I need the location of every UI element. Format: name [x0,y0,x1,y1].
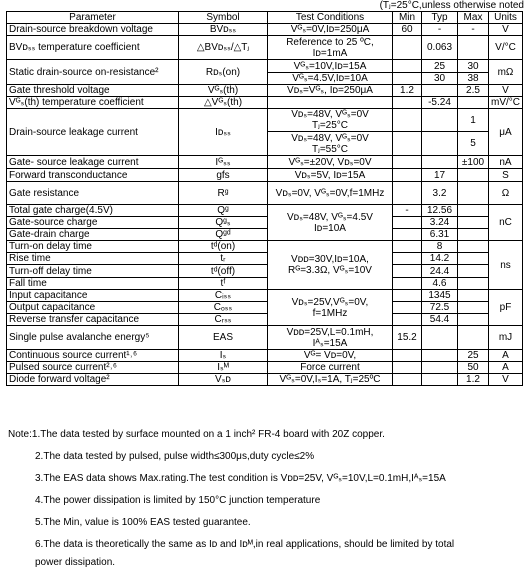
header-test-conditions: Test Conditions [268,12,393,24]
symbol-cell: Rᵍ [179,182,268,205]
note-2: 2.The data tested by pulsed, pulse width≤300μs,duty cycle≤2% [35,451,315,462]
notes-section [8,424,520,570]
min-cell [393,241,422,253]
table-row [7,326,523,350]
parameter-cell: Pulsed source current²˒⁶ [7,362,179,374]
condition-cell [268,290,393,326]
symbol-cell: Iᴅₛₛ [179,109,268,156]
symbol-cell: Iₛ [179,350,268,362]
unit-cell: S [489,169,523,182]
typ-cell: 30 [422,73,458,85]
condition-line: Vᴅₛ=48V, Vᴳₛ=4.5V [287,211,373,223]
table-row [7,36,523,60]
symbol-cell: Qᵍₛ [179,217,268,229]
test-conditions-note: (Tⱼ=25°C,unless otherwise noted [379,0,524,11]
header-parameter: Parameter [7,12,179,24]
header-min: Min [393,12,422,24]
condition-cell: Vᴅₛ=Vᴳₛ, Iᴅ=250μA [268,85,393,97]
condition-line: Rᴳ=3.3Ω, Vᴳₛ=10V [288,265,372,276]
table-row [7,350,523,362]
min-cell [393,109,422,132]
typ-cell: 17 [422,169,458,182]
max-cell [458,217,489,229]
symbol-cell: Vₛᴅ [179,374,268,386]
min-cell: - [393,205,422,217]
typ-cell [422,326,458,350]
parameter-cell: Drain-source leakage current [7,109,179,156]
condition-cell [268,205,393,241]
typ-cell: 12.56 [422,205,458,217]
parameter-cell: Gate-source charge [7,217,179,229]
symbol-cell: Vᴳₛ(th) [179,85,268,97]
symbol-cell: Qᵍ [179,205,268,217]
symbol-cell: Cᵢₛₛ [179,290,268,302]
table-row [7,109,523,132]
typ-cell: 54.4 [422,314,458,326]
condition-cell: Vᴳₛ=±20V, Vᴅₛ=0V [268,156,393,169]
condition-line: f=1MHz [312,307,348,319]
header-symbol: Symbol [179,12,268,24]
table-row [7,229,523,241]
parameter-cell: Rise time [7,253,179,265]
condition-cell: Force current [268,362,393,374]
typ-cell: - [422,24,458,36]
condition-line: Vᴅᴅ=25V,L=0.1mH, [286,326,374,338]
max-cell [458,290,489,302]
condition-cell: Vᴅₛ=5V, Iᴅ=15A [268,169,393,182]
max-cell: 38 [458,73,489,85]
min-cell [393,73,422,85]
typ-cell [422,350,458,362]
table-row [7,85,523,97]
typ-cell [422,362,458,374]
unit-cell: nA [489,156,523,169]
condition-cell [268,132,393,156]
symbol-cell: Rᴅₛ(on) [179,60,268,85]
max-cell [458,278,489,290]
note-6: 6.The data is theoretically the same as Iᴅ and Iᴅᴹ,in real applications, should be limited by total [35,539,455,550]
parameter-cell: Forward transconductance [7,169,179,182]
condition-line: Iᴅ=10A [314,222,346,234]
table-row [7,278,523,290]
typ-cell [422,109,458,132]
max-cell [458,314,489,326]
parameter-cell: Gate- source leakage current [7,156,179,169]
min-cell [393,182,422,205]
note-5: 5.The Min, value is 100% EAS tested guarantee. [35,517,251,528]
symbol-cell: gfs [179,169,268,182]
condition-cell: Vᴳₛ=0V,Iᴅ=250μA [268,24,393,36]
unit-cell: μA [489,109,523,156]
table-row [7,362,523,374]
parameter-cell: Output capacitance [7,302,179,314]
unit-cell: V [489,374,523,386]
symbol-cell: tᵈ(on) [179,241,268,253]
note-4: 4.The power dissipation is limited by 150°C junction temperature [35,495,321,506]
typ-cell: 6.31 [422,229,458,241]
max-cell: 50 [458,362,489,374]
parameter-cell: Single pulse avalanche energy⁵ [7,326,179,350]
typ-cell: 3.2 [422,182,458,205]
parameter-cell: Fall time [7,278,179,290]
min-cell [393,374,422,386]
table-row [7,182,523,205]
note-6-continued: power dissipation. [35,557,116,568]
parameter-cell: Static drain-source on-resistance² [7,60,179,85]
max-cell [458,302,489,314]
max-cell [458,182,489,205]
unit-cell: V/°C [489,36,523,60]
symbol-cell: Qᵍᵈ [179,229,268,241]
table-row [7,156,523,169]
min-cell [393,97,422,109]
table-row [7,97,523,109]
max-cell [458,326,489,350]
condition-cell: Vᴳₛ=10V,Iᴅ=15A [268,60,393,73]
min-cell [393,362,422,374]
table-row [7,314,523,326]
condition-cell: Vᴳₛ=4.5V,Iᴅ=10A [268,73,393,85]
condition-cell: Vᴳ= Vᴅ=0V, [268,350,393,362]
min-cell [393,156,422,169]
typ-cell [422,85,458,97]
symbol-cell: BVᴅₛₛ [179,24,268,36]
min-cell [393,253,422,265]
max-cell [458,265,489,278]
symbol-cell: Iₛᴹ [179,362,268,374]
min-cell [393,169,422,182]
table-row [7,290,523,302]
parameter-cell: Total gate charge(4.5V) [7,205,179,217]
symbol-cell: Cᵣₛₛ [179,314,268,326]
max-cell: 1.2 [458,374,489,386]
table-row [7,374,523,386]
condition-cell [268,326,393,350]
symbol-cell: EAS [179,326,268,350]
table-row [7,24,523,36]
typ-cell [422,374,458,386]
table-row [7,241,523,253]
max-cell [458,36,489,60]
condition-line: Tⱼ=25°C [311,120,349,131]
typ-cell [422,132,458,156]
table-row [7,217,523,229]
max-cell: 2.5 [458,85,489,97]
min-cell [393,36,422,60]
min-cell: 15.2 [393,326,422,350]
min-cell [393,314,422,326]
min-cell [393,265,422,278]
min-cell [393,229,422,241]
electrical-characteristics-table [6,11,523,386]
condition-cell [268,97,393,109]
note-1: Note:1.The data tested by surface mounted on a 1 inch² FR-4 board with 20Z copper. [8,429,385,440]
unit-cell: V [489,85,523,97]
typ-cell: 1345 [422,290,458,302]
unit-cell: mΩ [489,60,523,85]
header-max: Max [458,12,489,24]
typ-cell: -5.24 [422,97,458,109]
unit-cell: V [489,24,523,36]
max-cell [458,205,489,217]
min-cell: 60 [393,24,422,36]
parameter-cell: Reverse transfer capacitance [7,314,179,326]
condition-line: Iᴬₛ=15A [312,337,348,349]
typ-cell: 4.6 [422,278,458,290]
min-cell [393,302,422,314]
parameter-cell: Gate-drain charge [7,229,179,241]
table-row [7,169,523,182]
max-cell: 1 [458,109,489,132]
typ-cell: 24.4 [422,265,458,278]
symbol-cell: △BVᴅₛₛ/△Tⱼ [179,36,268,60]
header-row [7,12,523,24]
table-row [7,60,523,73]
condition-line: Vᴅₛ=48V, Vᴳₛ=0V [291,132,369,144]
condition-line: Reference to 25 ºC, [286,36,374,48]
typ-cell: 3.24 [422,217,458,229]
parameter-cell: Turn-on delay time [7,241,179,253]
symbol-cell: △Vᴳₛ(th) [179,97,268,109]
parameter-cell: Turn-off delay time [7,265,179,278]
typ-cell: 14.2 [422,253,458,265]
condition-cell [268,109,393,132]
condition-cell: Vᴅₛ=0V, Vᴳₛ=0V,f=1MHz [268,182,393,205]
unit-cell: mJ [489,326,523,350]
symbol-cell: Cₒₛₛ [179,302,268,314]
note-3: 3.The EAS data shows Max.rating.The test condition is Vᴅᴅ=25V, Vᴳₛ=10V,L=0.1mH,Iᴬₛ=15A [35,473,446,484]
typ-cell: 25 [422,60,458,73]
unit-cell: mV/°C [489,97,523,109]
header-typ: Typ [422,12,458,24]
symbol-cell: tᶠ [179,278,268,290]
condition-cell: Vᴳₛ=0V,Iₛ=1A, Tⱼ=25ºC [268,374,393,386]
typ-cell: 72.5 [422,302,458,314]
min-cell [393,132,422,156]
parameter-cell: Gate resistance [7,182,179,205]
table-row [7,205,523,217]
unit-cell: nC [489,205,523,241]
unit-cell: A [489,350,523,362]
max-cell [458,253,489,265]
min-cell [393,217,422,229]
max-cell [458,241,489,253]
max-cell: 25 [458,350,489,362]
min-cell [393,278,422,290]
condition-cell [268,241,393,290]
unit-cell: ns [489,241,523,290]
max-cell: - [458,24,489,36]
min-cell [393,350,422,362]
typ-cell: 0.063 [422,36,458,60]
symbol-cell: tᵣ [179,253,268,265]
table-row [7,302,523,314]
max-cell [458,97,489,109]
unit-cell: Ω [489,182,523,205]
table-row [7,265,523,278]
typ-cell: 8 [422,241,458,253]
condition-line: Vᴅₛ=48V, Vᴳₛ=0V [291,109,369,120]
max-cell [458,229,489,241]
parameter-cell: Vᴳₛ(th) temperature coefficient [7,97,179,109]
condition-line: Iᴅ=1mA [312,47,348,59]
min-cell [393,60,422,73]
parameter-cell: BVᴅₛₛ temperature coefficient [7,36,179,60]
max-cell [458,169,489,182]
parameter-cell: Drain-source breakdown voltage [7,24,179,36]
unit-cell: A [489,362,523,374]
parameter-cell: Gate threshold voltage [7,85,179,97]
unit-cell: pF [489,290,523,326]
min-cell: 1.2 [393,85,422,97]
parameter-cell: Diode forward voltage² [7,374,179,386]
max-cell: ±100 [458,156,489,169]
min-cell [393,290,422,302]
table-row [7,253,523,265]
condition-cell [268,36,393,60]
condition-line: Vᴅₛ=25V,Vᴳₛ=0V, [291,296,369,308]
parameter-cell: Input capacitance [7,290,179,302]
max-cell: 5 [458,132,489,156]
symbol-cell: Iᴳₛₛ [179,156,268,169]
condition-line: Vᴅᴅ=30V,Iᴅ=10A, [291,254,369,265]
max-cell: 30 [458,60,489,73]
condition-line: Tⱼ=55°C [311,143,349,155]
parameter-cell: Continuous source current¹˒⁶ [7,350,179,362]
header-units: Units [489,12,523,24]
typ-cell [422,156,458,169]
symbol-cell: tᵈ(off) [179,265,268,278]
